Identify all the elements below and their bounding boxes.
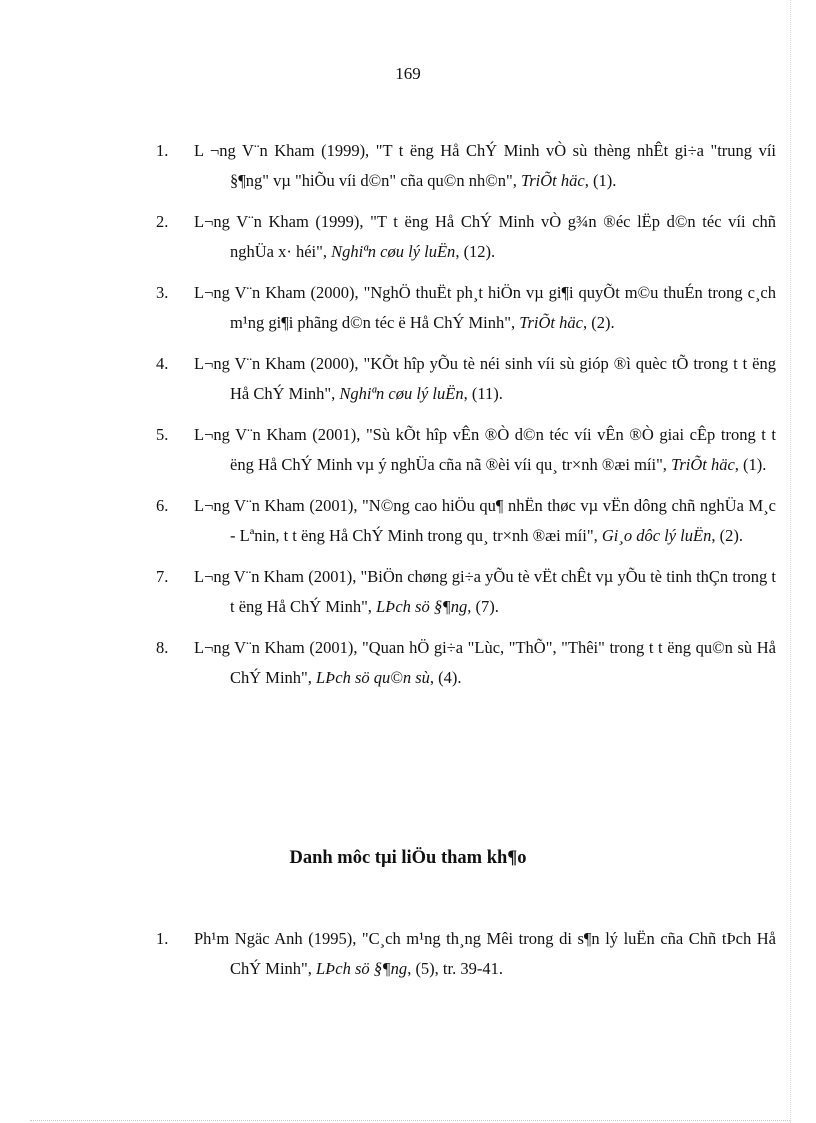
issue: , (2). [582,313,615,332]
journal-name: Nghiªn cøu lý luËn [339,384,464,403]
item-text [194,491,776,551]
page-bottom-border [30,1120,790,1121]
list-item [0,633,816,693]
author-publication-list [0,136,816,704]
journal-name: LÞch sö qu©n sù [316,668,430,687]
item-text [194,136,776,196]
citation: L¬ng V¨n Kham (2001), "Sù kÕt hîp vÊn ®Ò d©n téc víi vÊn ®Ò giai cÊp trong t t ëng Hå ChÝ Minh vµ ý nghÜa cña nã ®èi víi qu¸ tr×nh ®æi míi", [194,425,776,474]
issue: , (12). [455,242,496,261]
citation: L¬ng V¨n Kham (2000), "NghÖ thuËt ph¸t hiÖn vµ gi¶i quyÕt m©u thuÉn trong c¸ch m¹ng gi¶i phãng d©n téc ë Hå ChÝ Minh", [194,283,776,332]
issue: , (5), tr. 39-41. [407,959,503,978]
item-text [194,349,776,409]
journal-name: Nghiªn cøu lý luËn [331,242,456,261]
citation: L¬ng V¨n Kham (2001), "N©ng cao hiÖu qu¶ nhËn thøc vµ vËn dông chñ nghÜa M¸c - Lªnin, t t ëng Hå ChÝ Minh trong qu¸ tr×nh ®æi míi", [194,496,776,545]
item-number: 2. [156,212,169,231]
journal-name: LÞch sö §¶ng [376,597,468,616]
journal-name: TriÕt häc [519,313,583,332]
item-number: 1. [156,141,169,160]
issue: , (4). [429,668,462,687]
item-number: 3. [156,283,169,302]
journal-name: TriÕt häc [520,171,585,190]
issue: , (2). [711,526,743,545]
list-item [0,278,816,338]
citation: L¬ng V¨n Kham (2001), "Quan hÖ gi÷a "Lùc, "ThÕ", "Thêi" trong t t ëng qu©n sù Hå ChÝ Minh", [194,638,776,687]
item-text [194,562,776,622]
issue: , (11). [463,384,503,403]
issue: , (1). [584,171,617,190]
section-title: Danh môc tµi liÖu tham kh¶o [289,848,527,868]
list-item [0,924,816,984]
list-item [0,136,816,196]
item-number: 7. [156,567,169,586]
citation: L¬ng V¨n Kham (2000), "KÕt hîp yÕu tè néi sinh víi sù gióp ®ì quèc tÕ trong t t ëng Hå ChÝ Minh", [194,354,776,403]
item-text [194,924,776,984]
journal-name: LÞch sö §¶ng [316,959,408,978]
citation: Ph¹m Ngäc Anh (1995), "C¸ch m¹ng th¸ng Mêi trong di s¶n lý luËn cña Chñ tÞch Hå ChÝ Minh", [194,929,776,978]
citation: L¬ng V¨n Kham (1999), "T t ëng Hå ChÝ Minh vÒ g¾n ®éc lËp d©n téc víi chñ nghÜa x· héi", [194,212,776,261]
reference-list [0,924,816,995]
item-number: 1. [156,929,169,948]
item-text [194,207,776,267]
issue: , (1). [734,455,767,474]
item-number: 8. [156,638,169,657]
item-number: 5. [156,425,169,444]
journal-name: Gi¸o dôc lý luËn [601,526,712,545]
list-item [0,420,816,480]
list-item [0,491,816,551]
journal-name: TriÕt häc [671,455,735,474]
citation: L¬ng V¨n Kham (2001), "BiÖn chøng gi÷a yÕu tè vËt chÊt vµ yÕu tè tinh thÇn trong t t ëng Hå ChÝ Minh", [194,567,776,616]
item-number: 4. [156,354,169,373]
item-number: 6. [156,496,169,515]
issue: , (7). [467,597,499,616]
item-text [194,633,776,693]
list-item [0,207,816,267]
item-text [194,278,776,338]
item-text [194,420,776,480]
page-right-border [790,0,791,1123]
citation: L ¬ng V¨n Kham (1999), "T t ëng Hå ChÝ Minh vÒ sù thèng nhÊt gi÷a "trung víi §¶ng" vµ "hiÕu víi d©n" cña qu©n nh©n", [194,141,776,190]
list-item [0,349,816,409]
list-item [0,562,816,622]
page-number: 169 [395,64,421,83]
